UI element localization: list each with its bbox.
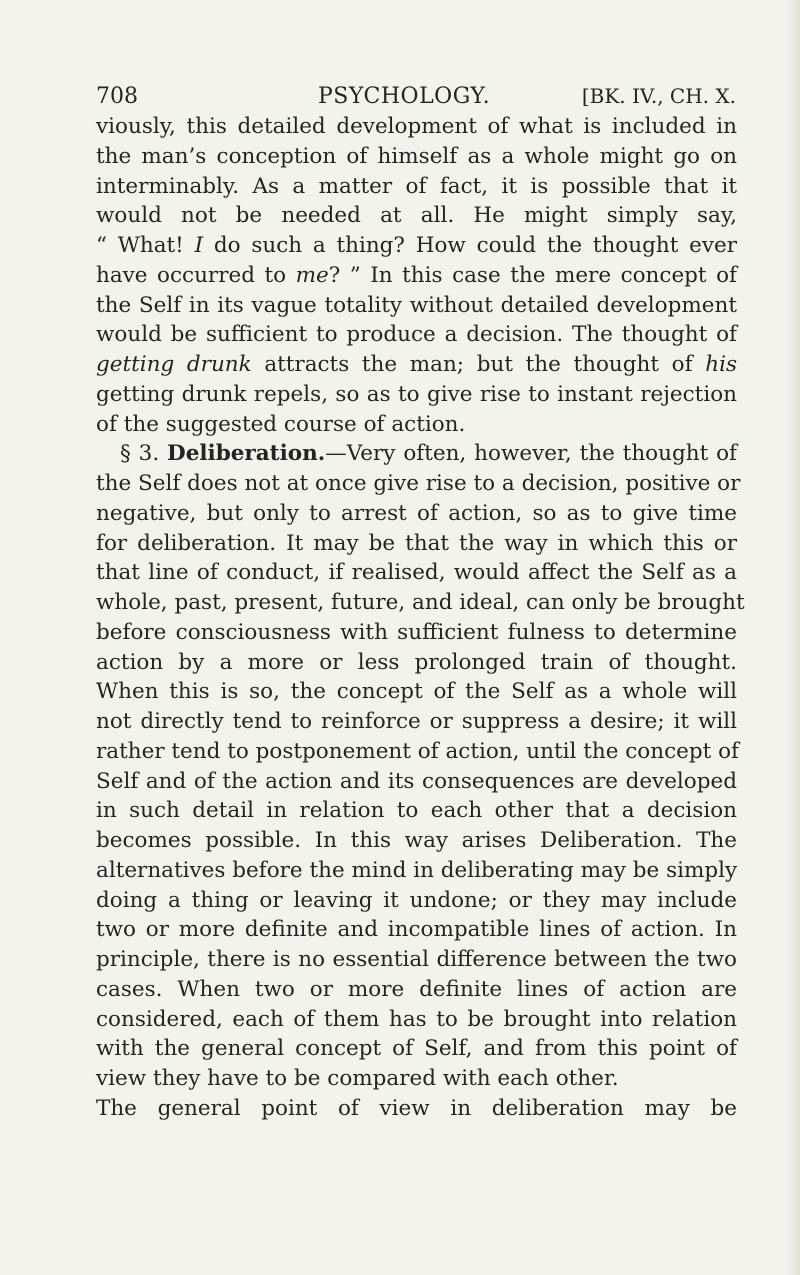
chapter-reference: [BK. IV., CH. X. (581, 84, 736, 108)
text-run: do such a thing? How could the thought ever (203, 233, 737, 258)
text-line: When this is so, the concept of the Self as a whole will (96, 679, 737, 705)
text-line: not directly tend to reinforce or suppress a desire; it will (96, 709, 737, 734)
text-line: of the suggested course of action. (96, 411, 466, 437)
text-line: alternatives before the mind in deliberating may be simply (96, 857, 738, 883)
text-line: the Self in its vague totality without detailed development (96, 292, 737, 318)
text-run: “ What! (96, 233, 195, 258)
text-line: with the general concept of Self, and from this point of (96, 1036, 737, 1062)
text-line: two or more definite and incompatible lines of action. In (96, 917, 737, 943)
text-line: for deliberation. It may be that the way in which this or (96, 530, 737, 556)
text-line: the man’s conception of himself as a whole might go on (96, 143, 737, 169)
section-heading-line (96, 439, 737, 469)
emphasis-text: me (295, 262, 329, 288)
text-line: considered, each of them has to be brought into relation (96, 1006, 737, 1032)
text-line: the Self does not at once give rise to a decision, positive or (96, 471, 741, 496)
text-line: viously, this detailed development of what is included in (96, 114, 737, 139)
text-line: before consciousness with sufficient fulness to determine (96, 619, 737, 645)
running-head: PSYCHOLOGY. (318, 84, 491, 109)
text-line: in such detail in relation to each other that a decision (96, 798, 737, 824)
text-line: cases. When two or more definite lines of action are (96, 976, 737, 1002)
emphasis-text: getting drunk (96, 352, 252, 377)
text-run: attracts the man; but the thought of (251, 352, 706, 377)
text-line: rather tend to postponement of action, until the concept of (96, 738, 740, 764)
text-line: would be sufficient to produce a decision. The thought of (96, 322, 737, 348)
text-run: —Very often, however, the thought of (325, 441, 737, 467)
text-run: have occurred to (96, 262, 296, 288)
text-line (96, 350, 737, 380)
section-number: § 3. (120, 441, 168, 467)
text-line: action by a more or less prolonged train of thought. (96, 649, 737, 675)
text-line: whole, past, present, future, and ideal, can only be brought (96, 590, 745, 615)
text-line: view they have to be compared with each other. (96, 1066, 619, 1091)
text-line: negative, but only to arrest of action, so as to give time (96, 500, 737, 526)
text-line: becomes possible. In this way arises Deliberation. The (96, 828, 737, 853)
page-header (96, 84, 736, 114)
text-line: interminably. As a matter of fact, it is possible that it (96, 173, 737, 199)
page-number: 708 (96, 84, 138, 109)
text-line: getting drunk repels, so as to give rise to instant rejection (96, 381, 737, 407)
emphasis-text: I (194, 233, 204, 258)
text-line: would not be needed at all. He might simply say, (96, 203, 737, 229)
text-line: that line of conduct, if realised, would affect the Self as a (96, 560, 737, 586)
text-line: Self and of the action and its consequences are developed (96, 768, 737, 794)
section-title: Deliberation. (167, 441, 326, 467)
text-run: ? ” In this case the mere concept of (328, 262, 737, 288)
page-edge-shadow (786, 0, 800, 1275)
emphasis-text: his (705, 352, 737, 377)
text-line (96, 231, 737, 261)
body-text (96, 112, 745, 1124)
text-line: The general point of view in deliberation may be (96, 1095, 737, 1121)
text-line (96, 261, 737, 291)
text-line: doing a thing or leaving it undone; or they may include (96, 887, 737, 913)
text-line: principle, there is no essential difference between the two (96, 947, 737, 972)
